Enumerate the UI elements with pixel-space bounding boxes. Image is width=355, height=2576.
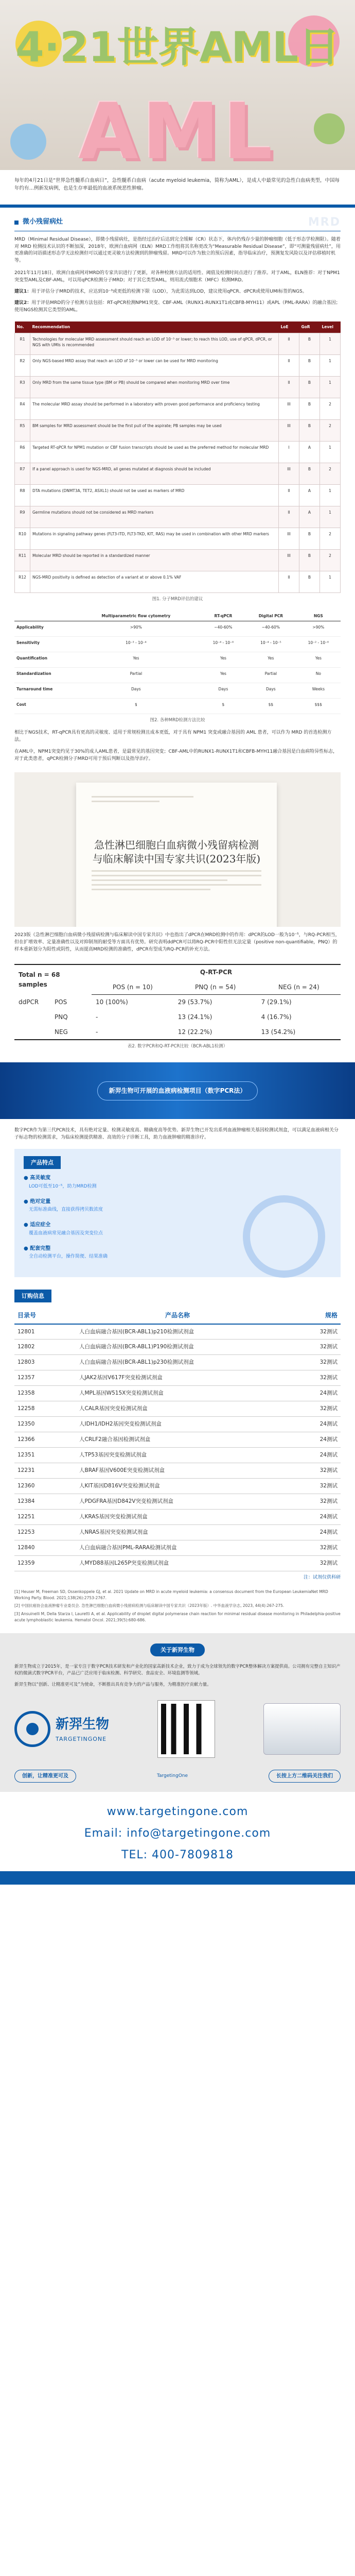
feature-desc: 覆盖血液病常见融合基因及突变位点 [29, 1230, 103, 1236]
about-title: 关于新羿生物 [150, 1643, 205, 1656]
group-header: Q-RT-PCR [92, 964, 341, 980]
row-number: R3 [15, 376, 30, 398]
loe-cell: I [279, 441, 299, 463]
table-row [15, 506, 341, 528]
row-label [14, 1025, 92, 1040]
level-cell: 1 [320, 506, 341, 528]
table-row [14, 1324, 341, 1340]
product-spec: 24测试 [279, 1448, 341, 1463]
paragraph: 2021年11月18日，欧洲白血病网对MRD的专家共识进行了更新，对各种检测方法的适用性、阈值及检测时间点进行了推荐。对于AML，ELN推荐：对于NPM1突变型AML及CBF-AML，可以用qPCR检测分子MRD；对于其它类型AML，则用流式细胞术（MFC）检测MRD。 [14, 270, 340, 283]
catalog-number: 12359 [14, 1556, 76, 1571]
product-name: 人白血病融合基因PML-RARA检测试剂盒 [76, 1540, 279, 1556]
gor-cell: B [299, 549, 320, 571]
product-spec: 32测试 [279, 1355, 341, 1370]
gor-cell: B [299, 463, 320, 484]
table-caption: 表2. 数字PCR和Q-RT-PCR比较（BCR-ABL1检测） [127, 1044, 228, 1049]
about-section [0, 1633, 355, 1792]
company-logo [14, 1711, 109, 1747]
recommendation-text: Molecular MRD should be reported in a standardized manner [30, 549, 279, 571]
gor-cell: A [299, 506, 320, 528]
table-row [14, 1448, 341, 1463]
catalog-number: 12802 [14, 1340, 76, 1355]
table-row [15, 549, 341, 571]
gor-cell: B [299, 354, 320, 376]
table-cell: Yes [201, 668, 245, 683]
table-cell: Days [245, 683, 296, 699]
table-cell: 10 (100%) [96, 998, 128, 1006]
section-title: 微小残留病灶 [23, 218, 63, 226]
table-cell: 10⁻⁴ - 10⁻⁶ [201, 637, 245, 652]
row-label: Applicability [14, 621, 71, 637]
feature-desc: LOD可低至10⁻⁵，助力MRD检测 [29, 1183, 97, 1189]
table-row [14, 1432, 341, 1448]
product-name: 人JAK2基因V617F突变检测试剂盒 [76, 1370, 279, 1386]
circle-decoration [243, 1195, 325, 1278]
recommendation-text: Technologies for molecular MRD assessment should reach an LOD of 10⁻³ or lower; to reach this LOD, use of qPCR, dPCR, or NGS with UMIs is recommended [30, 333, 279, 354]
product-name: 人IDH1/IDH2基因突变检测试剂盒 [76, 1417, 279, 1432]
loe-cell: II [279, 376, 299, 398]
table-row [15, 333, 341, 354]
catalog-number: 12366 [14, 1432, 76, 1448]
row-number: R11 [15, 549, 30, 571]
about-header [14, 1638, 341, 1659]
feature-item [24, 1174, 331, 1190]
phone-number[interactable]: TEL: 400-7809818 [121, 1848, 234, 1861]
recommendation-text: NGS-MRD positivity is defined as detection of a variant at or above 0.1% VAF [30, 571, 279, 592]
slogan-left: 创新，让精准更可及 [14, 1770, 76, 1783]
level-cell: 2 [320, 419, 341, 441]
row-number: R1 [15, 333, 30, 354]
table-cell: Yes [201, 652, 245, 668]
table-row [14, 637, 341, 652]
loe-cell: II [279, 571, 299, 592]
catalog-number: 12357 [14, 1370, 76, 1386]
row-label: Turnaround time [14, 683, 71, 699]
row-label: Sensitivity [14, 637, 71, 652]
table-cell: Yes [296, 652, 341, 668]
gor-cell: A [299, 484, 320, 506]
feature-desc: 全自动检测平台，操作简便、结果准确 [29, 1254, 108, 1260]
gor-cell: B [299, 571, 320, 592]
table-cell: 12 (22.2%) [174, 1025, 257, 1040]
logo-name: 新羿生物 [56, 1717, 110, 1733]
table-row [14, 1510, 341, 1525]
column-header: 规格 [279, 1308, 341, 1324]
level-cell: 2 [320, 463, 341, 484]
table-cell: $ [201, 699, 245, 714]
level-cell: 2 [320, 528, 341, 549]
note-label: 建议1： [14, 289, 32, 295]
features-header: 产品特点 [24, 1156, 61, 1169]
table-cell: Days [71, 683, 201, 699]
column-header: Level [320, 321, 341, 333]
product-name: 人KIT基因D816V突变检测试剂盒 [76, 1479, 279, 1494]
table-caption: 图2. 各种MRD检测方法比较 [150, 718, 205, 723]
product-name: 人白血病融合基因(BCR-ABL1)P190检测试剂盒 [76, 1340, 279, 1355]
row-number: R6 [15, 441, 30, 463]
hero-subtitle: 4·21世界AML日 [15, 23, 340, 71]
qr-code-icon[interactable] [158, 1701, 215, 1757]
level-cell: 1 [320, 441, 341, 463]
table-cell: 10⁻⁴ - 10⁻⁵ [245, 637, 296, 652]
table-cell: Yes [71, 652, 201, 668]
gor-cell: B [299, 398, 320, 419]
product-name: 人CALR基因突变检测试剂盒 [76, 1401, 279, 1417]
feature-title: ● 绝对定量 [24, 1198, 51, 1205]
column-header: LoE [279, 321, 299, 333]
table-cell: $$ [245, 699, 296, 714]
row-number: R12 [15, 571, 30, 592]
row-label: Standardization [14, 668, 71, 683]
gor-cell: B [299, 528, 320, 549]
feature-title: ● 配套完整 [24, 1245, 51, 1251]
column-header: PNQ (n = 54) [174, 980, 257, 995]
row-label [14, 1010, 92, 1025]
product-name: 人NRAS基因突变检测试剂盒 [76, 1525, 279, 1540]
column-header: NEG (n = 24) [257, 980, 341, 995]
row-number: R7 [15, 463, 30, 484]
consensus-paper-image [14, 772, 341, 927]
table-row [15, 571, 341, 592]
table-cell: - [96, 1013, 98, 1021]
table-row [14, 1417, 341, 1432]
row-label: Quantification [14, 652, 71, 668]
level-cell: 1 [320, 571, 341, 592]
text-lines-decoration [92, 796, 261, 802]
table-row [14, 1540, 341, 1556]
slogan-row [14, 1765, 341, 1792]
recommendation-note [0, 284, 355, 296]
note-label: 建议2： [14, 300, 32, 306]
catalog-number: 12384 [14, 1494, 76, 1510]
table-cell: - [92, 1025, 174, 1040]
result-label: POS [55, 998, 67, 1006]
catalog-number: 12801 [14, 1324, 76, 1340]
table-row [14, 1355, 341, 1370]
column-header: Multiparametric flow cytometry [71, 611, 201, 621]
product-spec: 24测试 [279, 1510, 341, 1525]
catalog-number: 12258 [14, 1401, 76, 1417]
column-header: 产品名称 [76, 1308, 279, 1324]
slogan-mid: TargetingOne [156, 1773, 188, 1778]
table-cell: $ [71, 699, 201, 714]
table-row [14, 1340, 341, 1355]
table-cell: >90% [296, 621, 341, 637]
loe-cell: III [279, 463, 299, 484]
product-name: 人MPL基因W515X突变检测试剂盒 [76, 1386, 279, 1401]
about-paragraph: 新羿生物以“创新、让精准更可及”为使命，不断推出具有竞争力的产品与服务，为精准医疗贡献力量。 [14, 1682, 211, 1687]
follow-qr-hint: 长按上方二维码关注我们 [269, 1770, 341, 1783]
table-cell: $$$ [296, 699, 341, 714]
gor-cell: B [299, 333, 320, 354]
footer-bar [0, 1871, 355, 1885]
table-caption: 图1. 分子MRD评估的建议 [152, 596, 203, 602]
product-spec: 32测试 [279, 1370, 341, 1386]
table-row [14, 1025, 341, 1040]
product-name: 人PDGFRA基因D842V突变检测试剂盒 [76, 1494, 279, 1510]
feature-title: ● 高灵敏度 [24, 1175, 51, 1181]
feature-title: ● 适应症全 [24, 1222, 51, 1228]
column-header: RT-qPCR [201, 611, 245, 621]
table-cell: ~40-60% [201, 621, 245, 637]
product-spec: 32测试 [279, 1401, 341, 1417]
table-row [14, 1525, 341, 1540]
catalog-number: 12840 [14, 1540, 76, 1556]
table-row [15, 398, 341, 419]
recommendation-text: Targeted RT-qPCR for NPM1 mutation or CBF fusion transcripts should be used as the preferred method for molecular MRD [30, 441, 279, 463]
product-name: 人白血病融合基因(BCR-ABL1)p210检测试剂盒 [76, 1324, 279, 1340]
column-header: POS (n = 10) [92, 980, 174, 995]
loe-cell: II [279, 484, 299, 506]
row-number: R2 [15, 354, 30, 376]
table-cell: >90% [71, 621, 201, 637]
banner-label: 新羿生物可开展的血液病检测项目（数字PCR法） [97, 1081, 258, 1100]
section-watermark: MRD [308, 216, 341, 229]
table-cell: 10⁻² - 10⁻⁶ [296, 637, 341, 652]
column-header [14, 611, 71, 621]
text-lines-decoration [92, 870, 261, 890]
product-features-box [14, 1149, 341, 1277]
table-row [14, 699, 341, 714]
product-spec: 32测试 [279, 1479, 341, 1494]
table-row [14, 1401, 341, 1417]
table-cell: 7 (29.1%) [261, 998, 292, 1006]
product-spec: 32测试 [279, 1340, 341, 1355]
table-row [14, 1556, 341, 1571]
product-spec: 32测试 [279, 1463, 341, 1479]
product-spec: 32测试 [279, 1494, 341, 1510]
paragraph: 在AML中，NPM1突变约见于30%的成人AML患者，是最常见的基因突变；CBF-AML中的RUNX1-RUNX1T1和CBFB-MYH11融合基因是白血病特异性标志，对于此类患者，qPCR检测分子MRD可用于预后判断以及指导治疗。 [14, 749, 338, 762]
reference-item: [2] 中国抗癌协会血液肿瘤专业委员会. 急性淋巴细胞白血病微小残留病检测与临床解读中国专家共识（2023年版）. 中华血液学杂志, 2023, 44(4):267-275. [14, 1603, 285, 1608]
table-cell: Yes [245, 652, 296, 668]
mrd-recommendation-table [14, 321, 341, 593]
gor-cell: B [299, 376, 320, 398]
loe-cell: II [279, 354, 299, 376]
product-name: 人BRAF基因V600E突变检测试剂盒 [76, 1463, 279, 1479]
recommendation-text: If a panel approach is used for NGS-MRD, all genes mutated at diagnosis should be included [30, 463, 279, 484]
catalog-number: 12231 [14, 1463, 76, 1479]
table-row [14, 621, 341, 637]
loe-cell: III [279, 549, 299, 571]
website-link[interactable]: www.targetingone.com [106, 1805, 248, 1819]
table-row [14, 1010, 341, 1025]
table-cell: 13 (54.2%) [257, 1025, 341, 1040]
paragraph: 相比于NGS技术，RT-qPCR具有更高的灵敏度、适用于常规检测且成本更低，对于具有 NPM1 突变或融合基因的 AML 患者，可以作为 MRD 的首选检测方法。 [14, 730, 332, 742]
instrument-image [263, 1703, 341, 1755]
table-cell: 10⁻³ - 10⁻⁴ [71, 637, 201, 652]
paragraph: 2023版《急性淋巴细胞白血病微小残留病检测与临床解读中国专家共识》中也指出了dPCR在MRD检测中的作用：dPCR的LOD一般为10⁻⁵，与RQ-PCR相当，但在扩增效率、定量准确性以及对抑制剂的耐受等方面具有优势。研究表明ddPCR可以将RQ-PCR中阳性但无法定量（positive non-quantifiable，PNQ）的样本重新划分为阳性或阴性，从而提高MRD检测的准确性，dPCR有望成为RQ-PCR的补充方法。 [14, 933, 340, 953]
table-cell: Partial [71, 668, 201, 683]
contact-info [0, 1792, 355, 1871]
row-number: R4 [15, 398, 30, 419]
table-cell: No [296, 668, 341, 683]
row-label: Cost [14, 699, 71, 714]
column-header: NGS [296, 611, 341, 621]
product-spec: 32测试 [279, 1556, 341, 1571]
catalog-number: 12350 [14, 1417, 76, 1432]
hero-title: AML [78, 87, 277, 170]
column-header: Recommendation [30, 321, 279, 333]
product-name: 人TP53基因突变检测试剂盒 [76, 1448, 279, 1463]
catalog-number: 12253 [14, 1525, 76, 1540]
loe-cell: II [279, 506, 299, 528]
recommendation-text: Mutations in signaling pathway genes (FLT3-ITD, FLT3-TKD, KIT, RAS) may be used in combination with other MRD markers [30, 528, 279, 549]
square-bullet-icon [14, 221, 19, 225]
table-row [14, 652, 341, 668]
table-row [14, 995, 341, 1010]
loe-cell: II [279, 333, 299, 354]
note-text: 用于评估MRD的分子检测方法包括：RT-qPCR检测NPM1突变、CBF-AML（RUNX1-RUNX1T1或CBFB-MYH11）或APL（PML-RARA）的融合基因；使用NGS检测其它类型的AML。 [14, 300, 341, 313]
recommendation-text: DTA mutations (DNMT3A, TET2, ASXL1) should not be used as markers of MRD [30, 484, 279, 506]
table-cell: ~40-60% [245, 621, 296, 637]
table-row [15, 354, 341, 376]
loe-cell: III [279, 528, 299, 549]
catalog-number: 12351 [14, 1448, 76, 1463]
order-note: 注：试剂仅供科研 [303, 1575, 341, 1581]
catalog-number: 12360 [14, 1479, 76, 1494]
column-header: No. [15, 321, 30, 333]
level-cell: 1 [320, 333, 341, 354]
catalog-number: 12358 [14, 1386, 76, 1401]
references [0, 1582, 355, 1623]
table-cell: 29 (53.7%) [177, 998, 212, 1006]
gor-cell: B [299, 419, 320, 441]
product-spec: 24测试 [279, 1417, 341, 1432]
column-header: 目录号 [14, 1308, 76, 1324]
level-cell: 1 [320, 484, 341, 506]
result-label: PNQ [55, 1013, 68, 1021]
loe-cell: III [279, 419, 299, 441]
table-row [14, 1386, 341, 1401]
recommendation-note [0, 296, 355, 314]
section-header-mrd [0, 208, 355, 230]
product-banner [0, 1062, 355, 1119]
table-row [14, 1463, 341, 1479]
level-cell: 1 [320, 376, 341, 398]
row-label [14, 995, 92, 1010]
product-name: 人MYD88基因L265P突变检测试剂盒 [76, 1556, 279, 1571]
catalog-number: 12803 [14, 1355, 76, 1370]
reference-item: [3] Ansuinelli M, Della Starza I, Lauretti A, et al. Applicability of droplet digital polymerase chain reaction for minimal residual disease monitoring in Philadelphia-positive acute lymphoblastic leukemia. Hematol Oncol. 2021;39(5):680-686. [14, 1611, 341, 1622]
table-row [14, 1479, 341, 1494]
product-name: 人白血病融合基因(BCR-ABL1)p230检测试剂盒 [76, 1355, 279, 1370]
table-cell: 4 (16.7%) [261, 1013, 292, 1021]
method-comparison-table [14, 611, 341, 715]
product-spec: 24测试 [279, 1432, 341, 1448]
table-row [15, 419, 341, 441]
product-name: 人CRLF2融合基因检测试剂盒 [76, 1432, 279, 1448]
table-row [15, 528, 341, 549]
table-cell: 13 (24.1%) [177, 1013, 212, 1021]
email-link[interactable]: Email: info@targetingone.com [84, 1827, 271, 1840]
intro-paragraph: 每年的4月21日是“世界急性髓系白血病日”，急性髓系白血病（acute myeloid leukemia，简称为AML），是成人中最常见的急性白血病类型，中国每年约有…例新发病例，也是生存率最低的血液系统恶性肿瘤。 [14, 178, 340, 191]
about-paragraph: 新羿生物成立于2015年，是一家专注于数字PCR技术研发和产业化的国家高新技术企业，致力于成为全球领先的数字PCR整体解决方案提供商。公司拥有完整自主知识产权的微滴式数字PCR平台，产品已广泛应用于临床检测、科学研究、食品安全、环境监测等领域。 [14, 1664, 341, 1676]
feature-desc: 无需标准曲线，直接获得拷贝数浓度 [29, 1207, 103, 1213]
table-cell: Days [201, 683, 245, 699]
level-cell: 1 [320, 354, 341, 376]
table-cell: Weeks [296, 683, 341, 699]
table-row [15, 463, 341, 484]
ddpcr-vs-qrtpcr-table [14, 964, 341, 1040]
column-header: GoR [299, 321, 320, 333]
logo-mark-icon [14, 1711, 50, 1747]
method-label: ddPCR [19, 998, 39, 1006]
recommendation-text: BM samples for MRD assessment should be the first pull of the aspirate; PB samples may be used [30, 419, 279, 441]
table-row [14, 683, 341, 699]
catalog-number: 12251 [14, 1510, 76, 1525]
row-number: R5 [15, 419, 30, 441]
paper-title: 急性淋巴细胞白血病微小残留病检测与临床解读中国专家共识(2023年版) [92, 839, 261, 866]
product-spec: 24测试 [279, 1386, 341, 1401]
row-number: R9 [15, 506, 30, 528]
logo-row [14, 1688, 341, 1765]
note-text: 用于评估分子MRD的技术，应达到10⁻³或更低的检测下限（LOD），为此需达到LOD，建议使用qPCR、dPCR或使用UMI标签的NGS。 [31, 289, 307, 295]
logo-english: TARGETINGONE [56, 1736, 107, 1743]
recommendation-text: Only NGS-based MRD assay that reach an LOD of 10⁻³ or lower can be used for MRD monitoring [30, 354, 279, 376]
paragraph: MRD（Minimal Residual Disease），即微小残留病灶，是指经过治疗后达到完全缓解（CR）状态下，体内仍残存少量的肿瘤细胞（低于形态学检测限）。随着对 MRD 检测技术认识的不断加深，2018年，欧洲白血病网（ELN）MRD工作组将其名称更改为“Measurable Residual Disease”，即“可测量残留病灶”，用更准确的词语描述形态学无法检测但可以通过更灵敏方法检测到的肿瘤残留。MRD可以作为独立的预后因素，指导临床治疗，预测复发风险以及评估移植时机等。 [14, 236, 341, 264]
table-row [15, 484, 341, 506]
column-header: Digital PCR [245, 611, 296, 621]
recommendation-text: Germline mutations should not be considered as MRD markers [30, 506, 279, 528]
paper-sheet [76, 783, 277, 927]
table-row [14, 1370, 341, 1386]
table-row [14, 1494, 341, 1510]
level-cell: 2 [320, 549, 341, 571]
table-row [15, 441, 341, 463]
hero-banner [0, 0, 355, 170]
order-table [14, 1308, 341, 1571]
row-number: R8 [15, 484, 30, 506]
gor-cell: A [299, 441, 320, 463]
recommendation-text: The molecular MRD assay should be performed in a laboratory with proven good performance and proficiency testing [30, 398, 279, 419]
order-header: 订购信息 [14, 1290, 51, 1302]
table-cell: Partial [245, 668, 296, 683]
row-number: R10 [15, 528, 30, 549]
product-spec: 32测试 [279, 1540, 341, 1556]
paragraph: 数字PCR作为第三代PCR技术，具有绝对定量、检测灵敏度高、精确度高等优势。新羿生物已开发出系列血液肿瘤相关基因检测试剂盒，可以满足血液病相关分子标志物的检测需求，为临床检测提供精准、高效的分子诊断工具，助力血液肿瘤的精准诊疗。 [14, 1128, 339, 1141]
result-label: NEG [55, 1028, 68, 1036]
table-row [14, 668, 341, 683]
level-cell: 2 [320, 398, 341, 419]
recommendation-text: Only MRD from the same tissue type (BM or PB) should be compared when monitoring MRD over time [30, 376, 279, 398]
product-spec: 24测试 [279, 1525, 341, 1540]
table-row [15, 376, 341, 398]
product-name: 人KRAS基因突变检测试剂盒 [76, 1510, 279, 1525]
total-samples-header: Total n = 68 samples [14, 964, 92, 995]
reference-item: [1] Heuser M, Freeman SD, Ossenkoppele GJ, et al. 2021 Update on MRD in acute myeloid leukemia: a consensus document from the European LeukemiaNet MRD Working Party. Blood. 2021;138(26):2753-2767. [14, 1589, 328, 1600]
loe-cell: III [279, 398, 299, 419]
product-spec: 32测试 [279, 1324, 341, 1340]
